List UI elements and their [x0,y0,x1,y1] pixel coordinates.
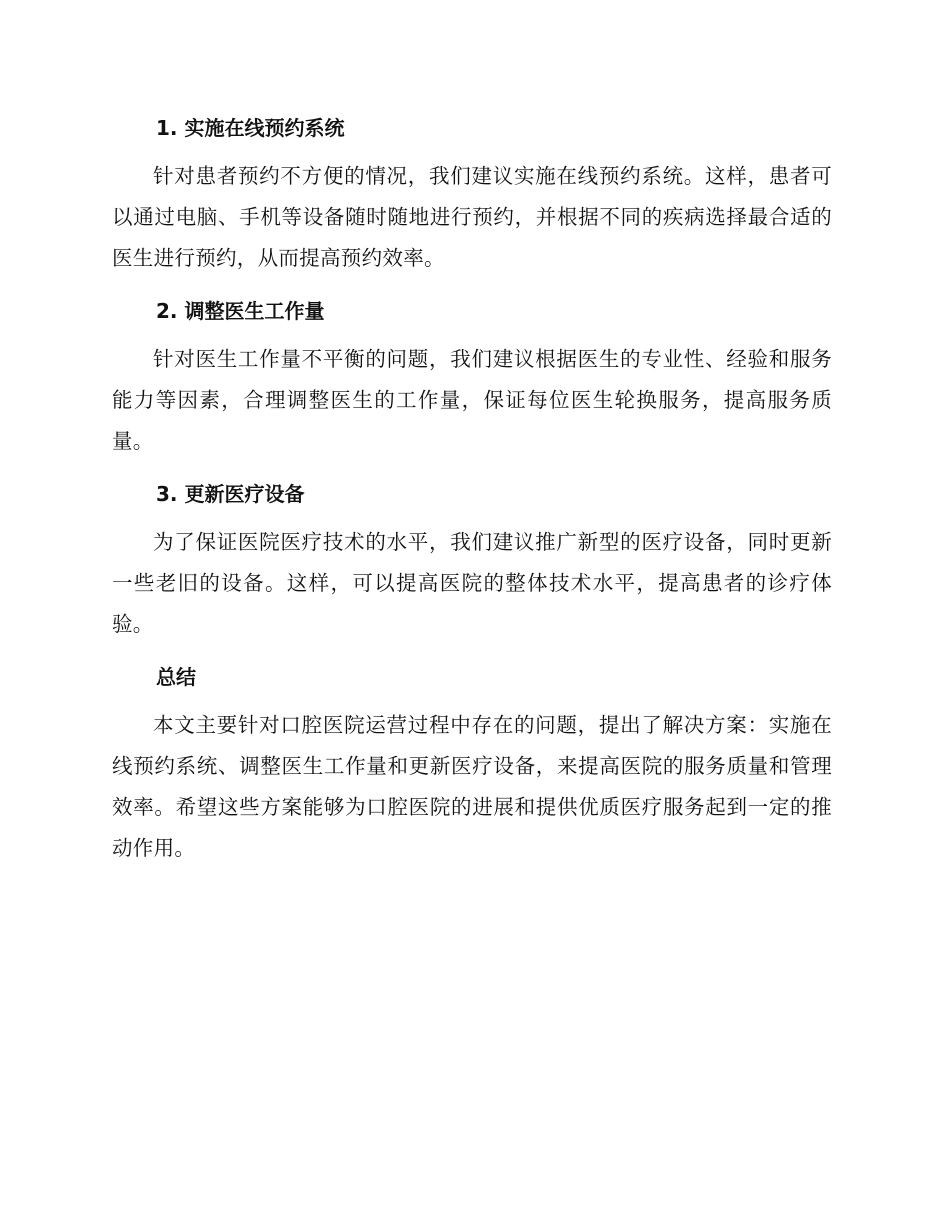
section-paragraph: 本文主要针对口腔医院运营过程中存在的问题，提出了解决方案：实施在线预约系统、调整医生工作量和更新医疗设备，来提高医院的服务质量和管理效率。希望这些方案能够为口腔医院的进展和提供优质医疗服务起到一定的推动作用。 [112,713,832,860]
section-paragraph: 针对医生工作量不平衡的问题，我们建议根据医生的专业性、经验和服务能力等因素，合理调整医生的工作量，保证每位医生轮换服务，提高服务质量。 [112,347,832,453]
section-medical-equipment [112,474,832,645]
section-summary [112,657,832,869]
section-paragraph: 针对患者预约不方便的情况，我们建议实施在线预约系统。这样，患者可以通过电脑、手机等设备随时随地进行预约，并根据不同的疾病选择最合适的医生进行预约，从而提高预约效率。 [112,164,832,270]
section-paragraph: 为了保证医院医疗技术的水平，我们建议推广新型的医疗设备，同时更新一些老旧的设备。这样，可以提高医院的整体技术水平，提高患者的诊疗体验。 [112,530,832,636]
section-heading: 3. 更新医疗设备 [156,482,305,506]
section-doctor-workload [112,291,832,462]
section-online-booking [112,108,832,279]
section-heading: 1. 实施在线预约系统 [156,116,345,140]
document-page [112,108,832,881]
section-heading: 总结 [156,665,196,689]
section-heading: 2. 调整医生工作量 [156,299,325,323]
